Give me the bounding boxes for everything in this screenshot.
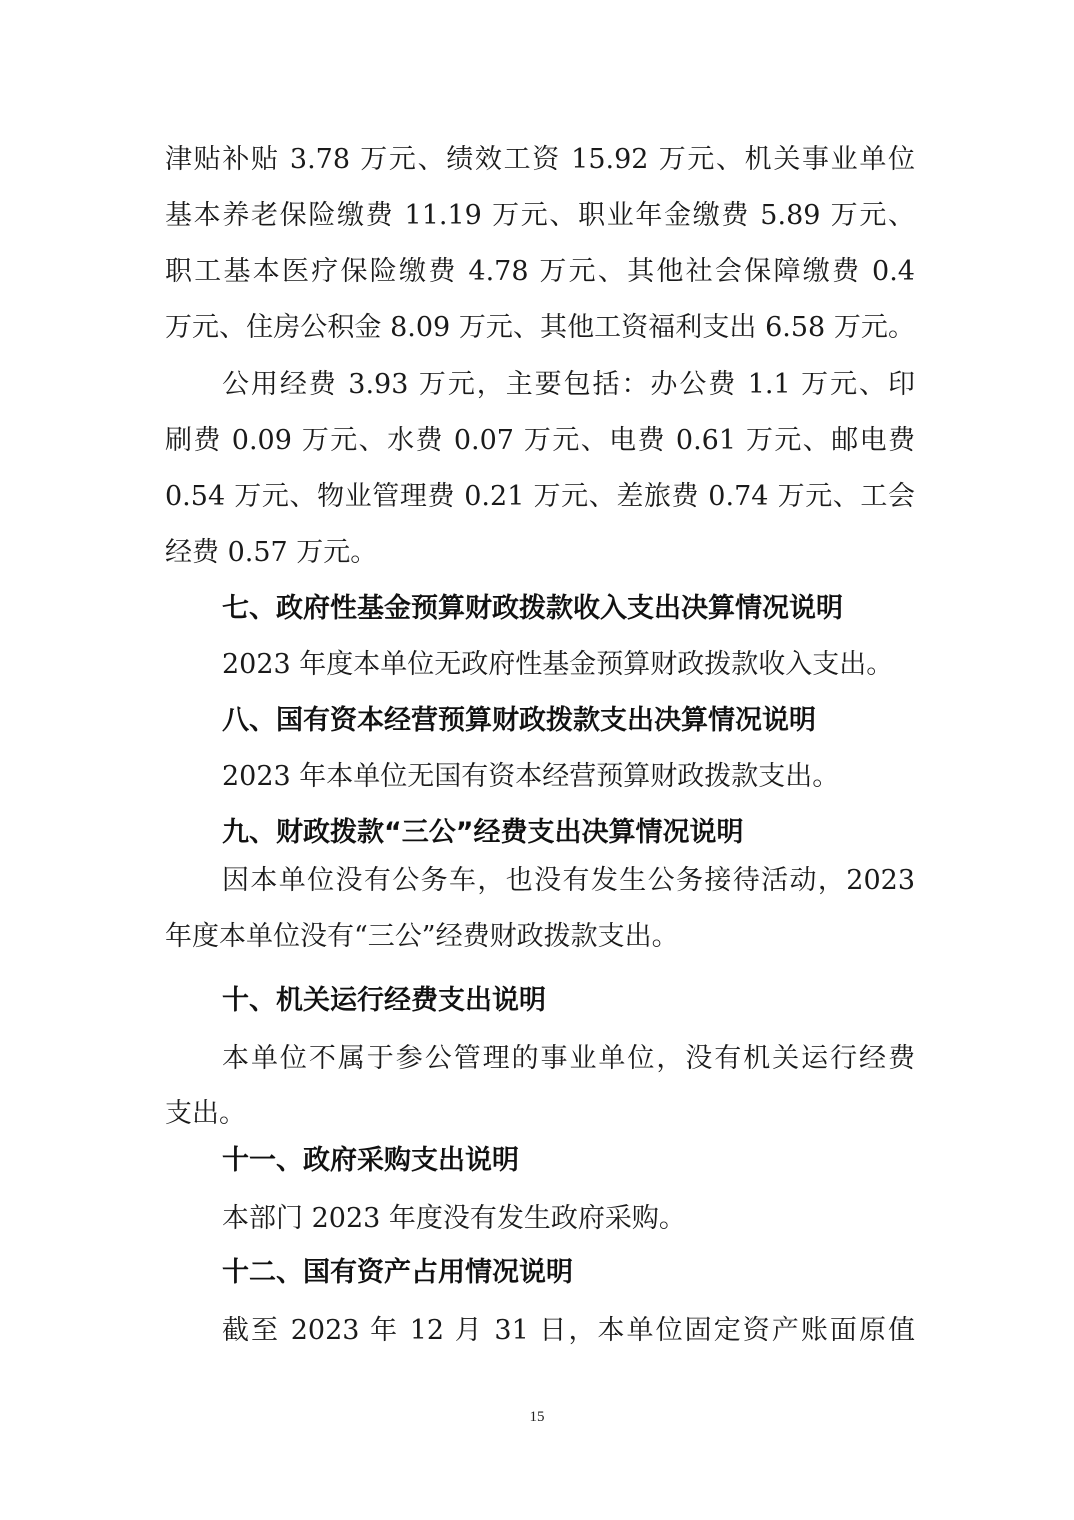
text-line: 2023 年本单位无国有资本经营预算财政拨款支出。 <box>222 761 840 792</box>
text-line: 截至 2023 年 12 月 31 日，本单位固定资产账面原值 <box>222 1315 915 1346</box>
section-heading: 十二、国有资产占用情况说明 <box>222 1257 573 1288</box>
page-number: 15 <box>529 1409 545 1425</box>
section-heading: 八、国有资本经营预算财政拨款支出决算情况说明 <box>222 705 816 736</box>
text-line: 公用经费 3.93 万元，主要包括：办公费 1.1 万元、印 <box>222 369 915 400</box>
text-line: 津贴补贴 3.78 万元、绩效工资 15.92 万元、机关事业单位 <box>165 144 915 175</box>
text-line: 刷费 0.09 万元、水费 0.07 万元、电费 0.61 万元、邮电费 <box>165 425 915 456</box>
text-line: 0.54 万元、物业管理费 0.21 万元、差旅费 0.74 万元、工会 <box>165 481 915 512</box>
text-line: 本部门 2023 年度没有发生政府采购。 <box>222 1203 686 1234</box>
text-line: 经费 0.57 万元。 <box>165 537 378 568</box>
section-heading: 十一、政府采购支出说明 <box>222 1145 519 1176</box>
text-line: 万元、住房公积金 8.09 万元、其他工资福利支出 6.58 万元。 <box>165 312 915 343</box>
text-line: 基本养老保险缴费 11.19 万元、职业年金缴费 5.89 万元、 <box>165 200 915 231</box>
text-line: 2023 年度本单位无政府性基金预算财政拨款收入支出。 <box>222 649 894 680</box>
section-heading: 九、财政拨款“三公”经费支出决算情况说明 <box>222 817 744 848</box>
text-line: 职工基本医疗保险缴费 4.78 万元、其他社会保障缴费 0.4 <box>165 256 915 287</box>
text-line: 支出。 <box>165 1098 246 1129</box>
section-heading: 十、机关运行经费支出说明 <box>222 985 546 1016</box>
text-line: 本单位不属于参公管理的事业单位，没有机关运行经费 <box>222 1043 915 1074</box>
text-line: 因本单位没有公务车，也没有发生公务接待活动，2023 <box>222 865 915 896</box>
text-line: 年度本单位没有“三公”经费财政拨款支出。 <box>165 921 679 952</box>
section-heading: 七、政府性基金预算财政拨款收入支出决算情况说明 <box>222 593 843 624</box>
